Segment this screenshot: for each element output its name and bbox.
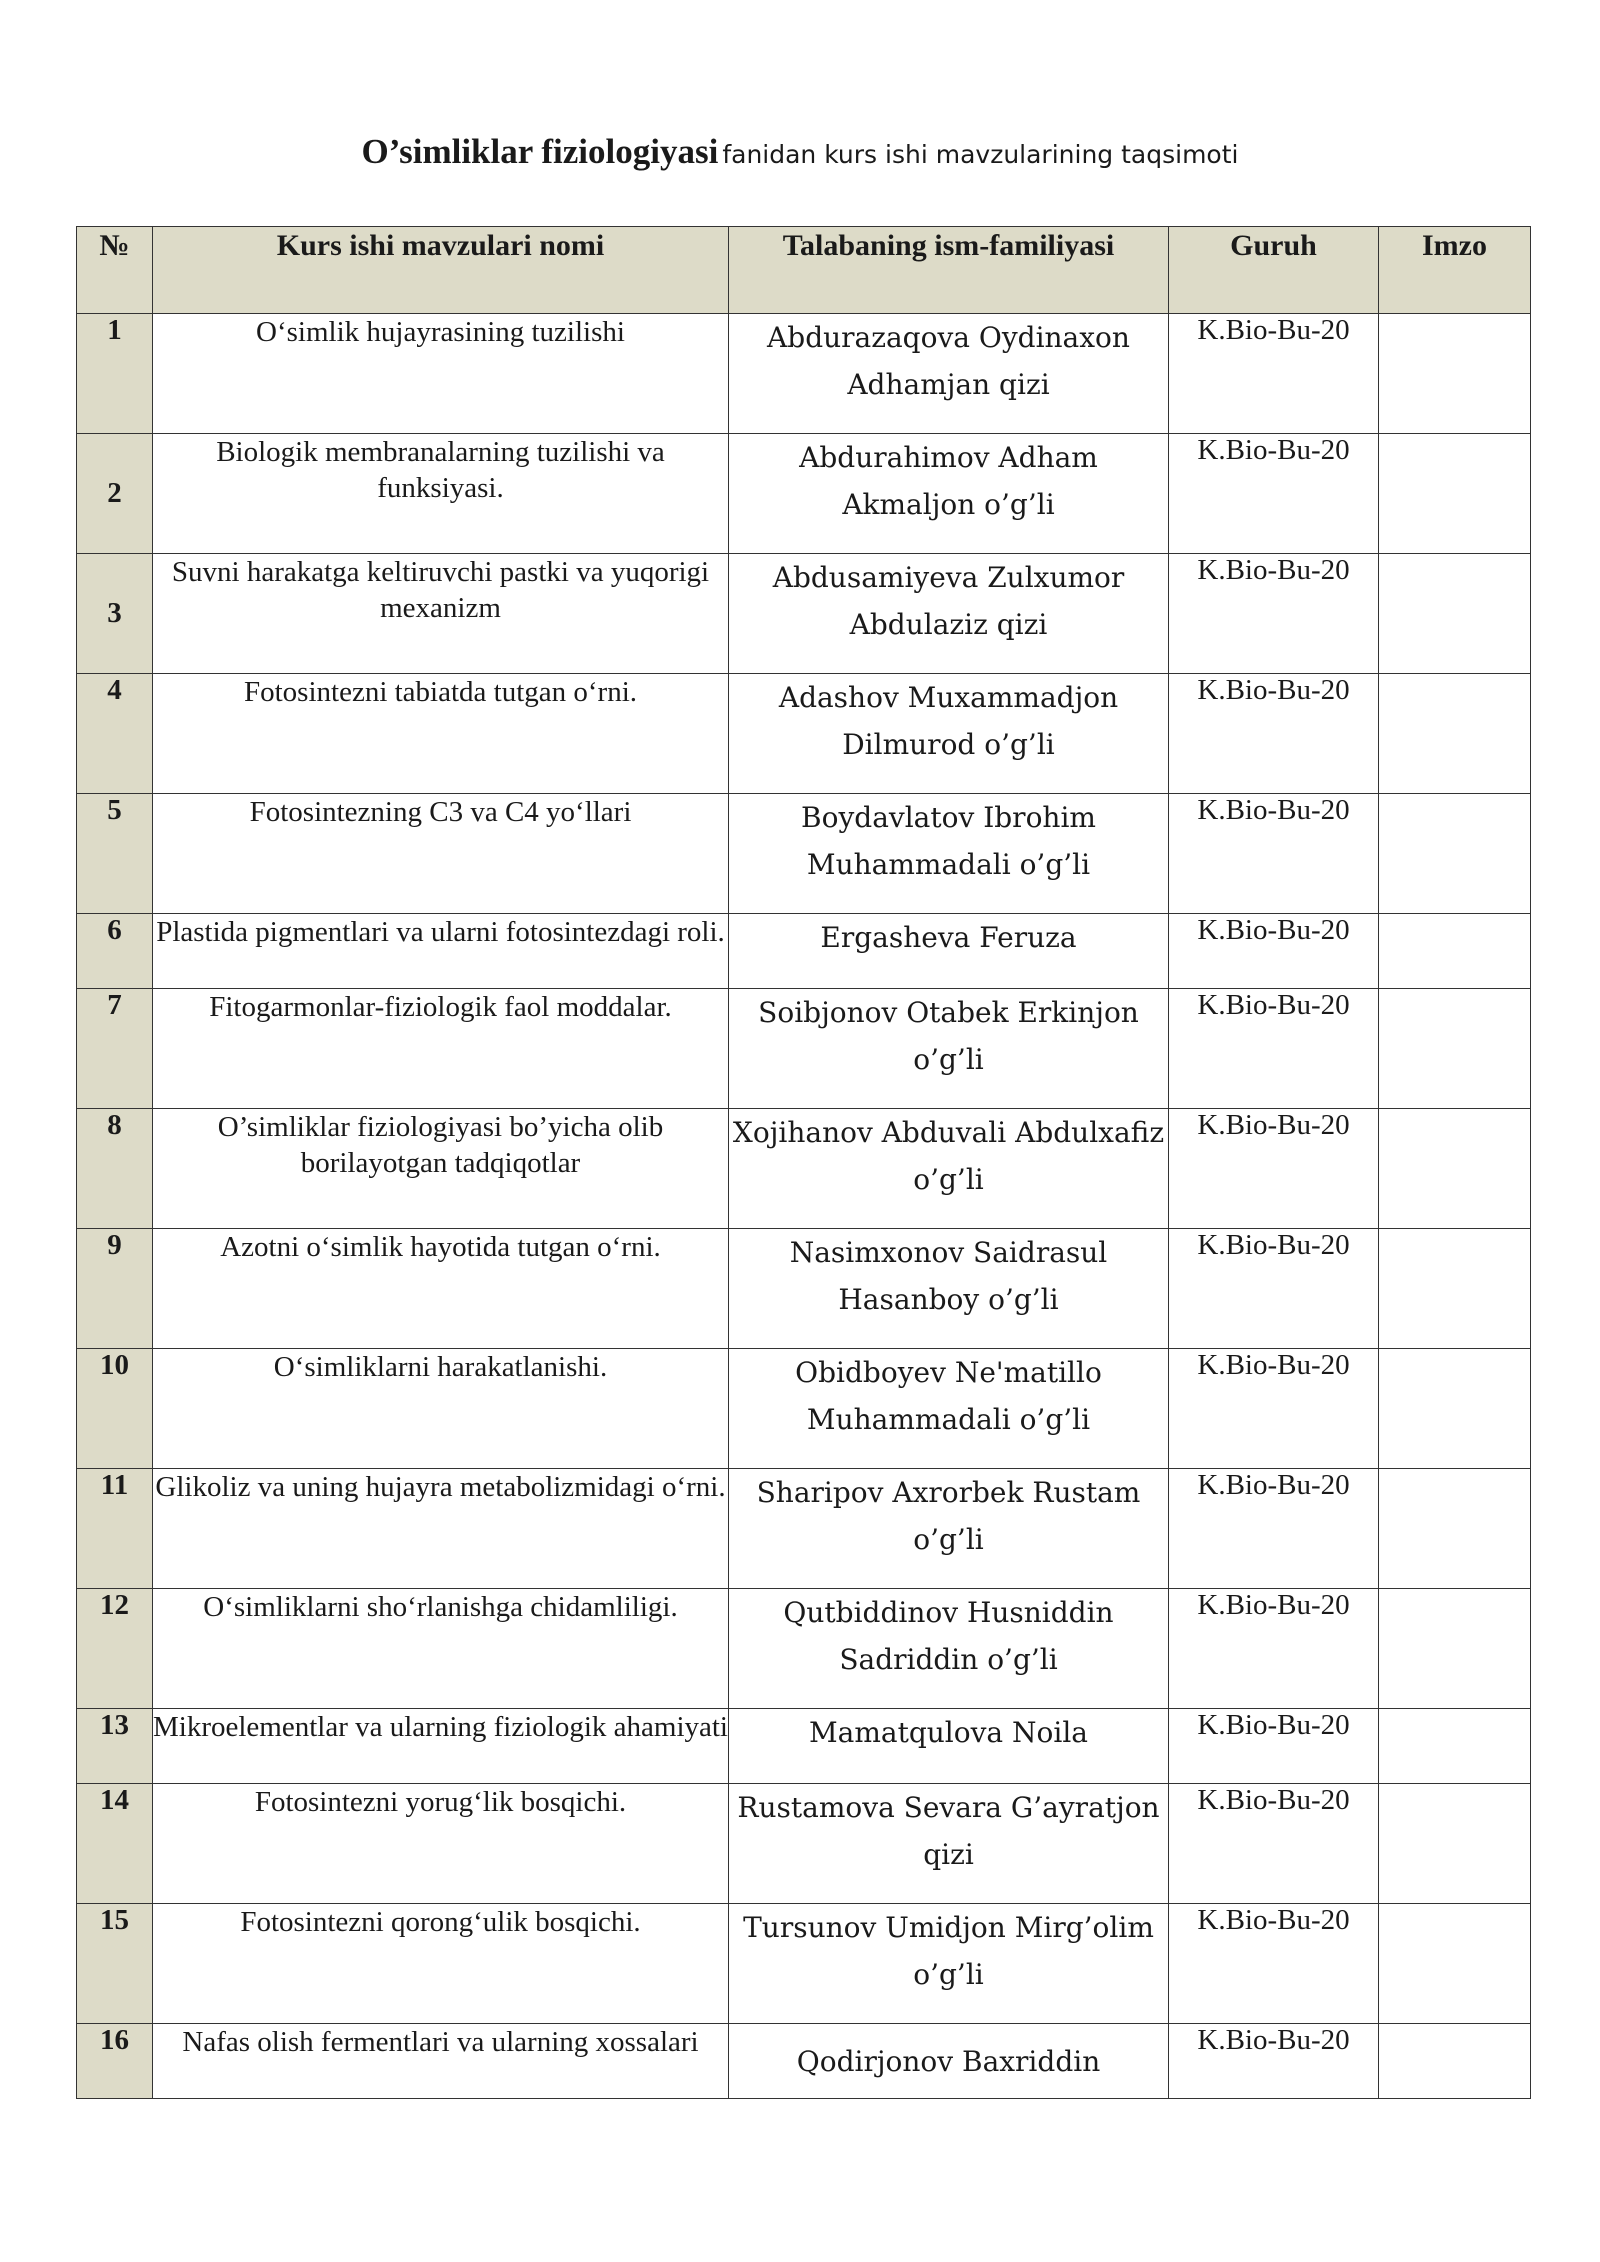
row-topic: O‘simliklarni sho‘rlanishga chidamliligi.: [153, 1589, 729, 1709]
table-row: [77, 674, 1531, 794]
row-number: 7: [77, 989, 153, 1109]
row-student: Adashov Muxammadjon Dilmurod o’g’li: [729, 674, 1169, 794]
table-row: [77, 1784, 1531, 1904]
row-topic: Glikoliz va uning hujayra metabolizmidagi o‘rni.: [153, 1469, 729, 1589]
row-topic: Fotosintezni qorong‘ulik bosqichi.: [153, 1904, 729, 2024]
row-signature: [1379, 1229, 1531, 1349]
row-student: Rustamova Sevara G’ayratjon qizi: [729, 1784, 1169, 1904]
row-topic: O‘simlik hujayrasining tuzilishi: [153, 314, 729, 434]
row-topic: Fotosintezning C3 va C4 yo‘llari: [153, 794, 729, 914]
table-row: [77, 1904, 1531, 2024]
row-topic: Fotosintezni yorug‘lik bosqichi.: [153, 1784, 729, 1904]
table-row: [77, 434, 1531, 554]
row-student: Mamatqulova Noila: [729, 1709, 1169, 1784]
header-num: №: [77, 227, 153, 314]
row-signature: [1379, 914, 1531, 989]
row-number: 6: [77, 914, 153, 989]
row-student: Qutbiddinov Husniddin Sadriddin o’g’li: [729, 1589, 1169, 1709]
course-work-table: [76, 226, 1531, 2099]
row-group: K.Bio-Bu-20: [1169, 434, 1379, 554]
row-topic: Azotni o‘simlik hayotida tutgan o‘rni.: [153, 1229, 729, 1349]
row-group: K.Bio-Bu-20: [1169, 914, 1379, 989]
row-topic: Plastida pigmentlari va ularni fotosintezdagi roli.: [153, 914, 729, 989]
header-signature: Imzo: [1379, 227, 1531, 314]
row-signature: [1379, 434, 1531, 554]
table-row: [77, 554, 1531, 674]
row-group: K.Bio-Bu-20: [1169, 674, 1379, 794]
row-group: K.Bio-Bu-20: [1169, 1109, 1379, 1229]
row-topic: O’simliklar fiziologiyasi bo’yicha olib borilayotgan tadqiqotlar: [153, 1109, 729, 1229]
table-row: [77, 1229, 1531, 1349]
row-signature: [1379, 554, 1531, 674]
table-header-row: [77, 227, 1531, 314]
row-signature: [1379, 1349, 1531, 1469]
row-topic: O‘simliklarni harakatlanishi.: [153, 1349, 729, 1469]
row-student: Ergasheva Feruza: [729, 914, 1169, 989]
row-topic: Fotosintezni tabiatda tutgan o‘rni.: [153, 674, 729, 794]
row-signature: [1379, 1589, 1531, 1709]
table-row: [77, 1589, 1531, 1709]
row-student: Abdurahimov Adham Akmaljon o’g’li: [729, 434, 1169, 554]
row-group: K.Bio-Bu-20: [1169, 1349, 1379, 1469]
page-title: [0, 132, 1600, 172]
row-number: 12: [77, 1589, 153, 1709]
row-group: K.Bio-Bu-20: [1169, 314, 1379, 434]
row-group: K.Bio-Bu-20: [1169, 1904, 1379, 2024]
row-group: K.Bio-Bu-20: [1169, 2024, 1379, 2099]
row-signature: [1379, 1709, 1531, 1784]
row-number: 10: [77, 1349, 153, 1469]
table-row: [77, 314, 1531, 434]
table-row: [77, 1109, 1531, 1229]
row-group: K.Bio-Bu-20: [1169, 1469, 1379, 1589]
row-topic: Biologik membranalarning tuzilishi va funksiyasi.: [153, 434, 729, 554]
row-student: Obidboyev Ne'matillo Muhammadali o’g’li: [729, 1349, 1169, 1469]
title-sub: fanidan kurs ishi mavzularining taqsimoti: [722, 140, 1239, 169]
row-student: Nasimxonov Saidrasul Hasanboy o’g’li: [729, 1229, 1169, 1349]
row-student: Abdusamiyeva Zulxumor Abdulaziz qizi: [729, 554, 1169, 674]
row-group: K.Bio-Bu-20: [1169, 1589, 1379, 1709]
row-number: 13: [77, 1709, 153, 1784]
row-signature: [1379, 1904, 1531, 2024]
row-group: K.Bio-Bu-20: [1169, 1709, 1379, 1784]
row-number: 1: [77, 314, 153, 434]
header-topic: Kurs ishi mavzulari nomi: [153, 227, 729, 314]
row-number: 8: [77, 1109, 153, 1229]
row-number: 3: [77, 554, 153, 674]
row-signature: [1379, 1109, 1531, 1229]
row-group: K.Bio-Bu-20: [1169, 794, 1379, 914]
title-main: O’simliklar fiziologiyasi: [361, 132, 719, 171]
row-student: Tursunov Umidjon Mirg’olim o’g’li: [729, 1904, 1169, 2024]
row-student: Boydavlatov Ibrohim Muhammadali o’g’li: [729, 794, 1169, 914]
row-number: 2: [77, 434, 153, 554]
table-row: [77, 794, 1531, 914]
row-signature: [1379, 1784, 1531, 1904]
row-group: K.Bio-Bu-20: [1169, 989, 1379, 1109]
header-group: Guruh: [1169, 227, 1379, 314]
row-student: Soibjonov Otabek Erkinjon o’g’li: [729, 989, 1169, 1109]
table-row: [77, 1469, 1531, 1589]
row-number: 14: [77, 1784, 153, 1904]
row-group: K.Bio-Bu-20: [1169, 554, 1379, 674]
row-topic: Fitogarmonlar-fiziologik faol moddalar.: [153, 989, 729, 1109]
row-number: 5: [77, 794, 153, 914]
row-topic: Nafas olish fermentlari va ularning xossalari: [153, 2024, 729, 2099]
table-row: [77, 1709, 1531, 1784]
row-topic: Mikroelementlar va ularning fiziologik ahamiyati: [153, 1709, 729, 1784]
row-signature: [1379, 2024, 1531, 2099]
row-topic: Suvni harakatga keltiruvchi pastki va yuqorigi mexanizm: [153, 554, 729, 674]
row-group: K.Bio-Bu-20: [1169, 1229, 1379, 1349]
row-signature: [1379, 674, 1531, 794]
row-number: 11: [77, 1469, 153, 1589]
row-number: 16: [77, 2024, 153, 2099]
table-row: [77, 914, 1531, 989]
table-row: [77, 1349, 1531, 1469]
header-student: Talabaning ism-familiyasi: [729, 227, 1169, 314]
row-student: Sharipov Axrorbek Rustam o’g’li: [729, 1469, 1169, 1589]
row-number: 4: [77, 674, 153, 794]
table-row: [77, 989, 1531, 1109]
row-signature: [1379, 989, 1531, 1109]
table-row: [77, 2024, 1531, 2099]
row-signature: [1379, 1469, 1531, 1589]
row-number: 9: [77, 1229, 153, 1349]
row-group: K.Bio-Bu-20: [1169, 1784, 1379, 1904]
row-student: Xojihanov Abduvali Abdulxafiz o’g’li: [729, 1109, 1169, 1229]
row-signature: [1379, 794, 1531, 914]
row-student: Abdurazaqova Oydinaxon Adhamjan qizi: [729, 314, 1169, 434]
row-signature: [1379, 314, 1531, 434]
row-student: Qodirjonov Baxriddin: [729, 2024, 1169, 2099]
row-number: 15: [77, 1904, 153, 2024]
